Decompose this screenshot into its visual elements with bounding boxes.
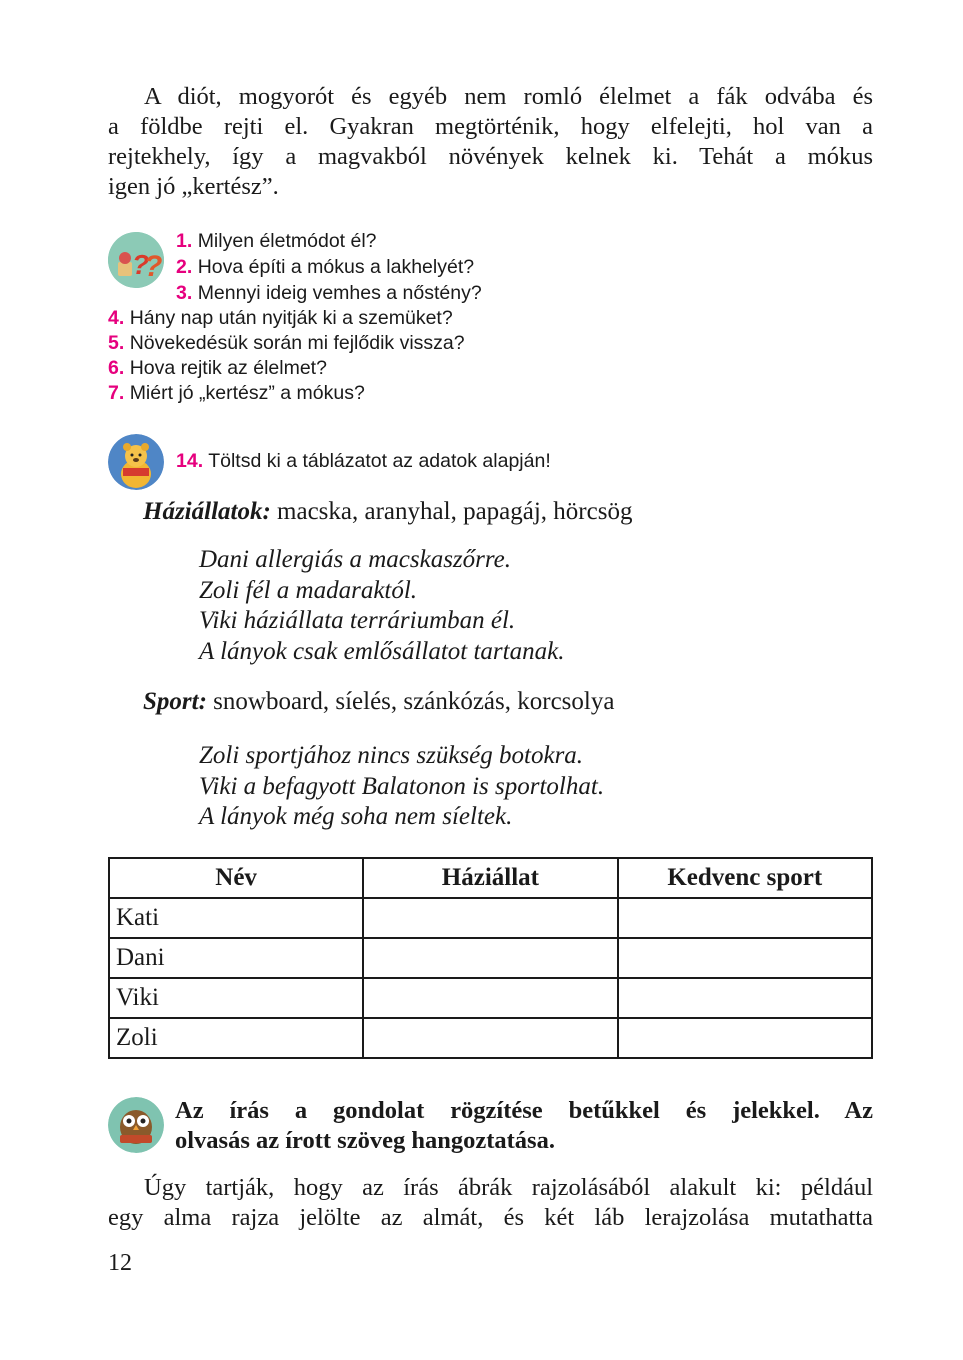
question-number: 7. — [108, 382, 125, 404]
question-item-2 — [176, 255, 474, 281]
sport-cell[interactable] — [618, 978, 872, 1018]
question-number: 1. — [176, 230, 193, 252]
page-number: 12 — [108, 1250, 132, 1276]
intro-line-4: igen jó „kertész”. — [108, 173, 279, 200]
closing-line-2: egy alma rajza jelölte az almát, és két láb lerajzolása mutathatta — [108, 1204, 873, 1231]
sport-line — [143, 688, 614, 716]
svg-text:?: ? — [132, 249, 150, 280]
pets-line — [143, 498, 632, 526]
intro-paragraph — [108, 82, 873, 202]
task-text: Töltsd ki a táblázatot az adatok alapján! — [208, 450, 551, 472]
sport-clue: A lányok még soha nem síeltek. — [199, 803, 513, 830]
question-item-5 — [108, 331, 465, 357]
intro-line-1: A diót, mogyorót és egyéb nem romló élelmet a fák odvába és — [144, 83, 873, 110]
question-text: Milyen életmódot él? — [197, 230, 377, 252]
intro-line-3: rejtekhely, így a magvakból növények kelnek ki. Tehát a mókus — [108, 143, 873, 170]
name-cell: Kati — [109, 898, 363, 938]
question-item-3 — [176, 281, 482, 307]
question-text: Mennyi ideig vemhes a nőstény? — [197, 282, 482, 304]
question-text: Hova építi a mókus a lakhelyét? — [197, 256, 475, 278]
sport-clue: Zoli sportjához nincs szükség botokra. — [199, 742, 584, 769]
pet-cell[interactable] — [363, 938, 617, 978]
intro-line-2: a földbe rejti el. Gyakran megtörténik, hogy elfelejti, hol van a — [108, 113, 873, 140]
task-instruction — [176, 450, 551, 473]
name-cell: Viki — [109, 978, 363, 1018]
column-header-pet: Háziállat — [363, 858, 617, 898]
closing-line-1: Úgy tartják, hogy az írás ábrák rajzolásából alakult ki: például — [144, 1174, 873, 1201]
name-cell: Dani — [109, 938, 363, 978]
pets-items: macska, aranyhal, papagáj, hörcsög — [277, 498, 633, 525]
question-item-1 — [176, 229, 377, 255]
table-row — [109, 1018, 872, 1058]
question-item-6 — [108, 356, 327, 382]
pets-clue: A lányok csak emlősállatot tartanak. — [199, 637, 565, 665]
sport-label: Sport: — [143, 688, 207, 715]
question-number: 3. — [176, 282, 193, 304]
question-number: 4. — [108, 307, 125, 329]
question-text: Miért jó „kertész” a mókus? — [129, 382, 365, 404]
name-cell: Zoli — [109, 1018, 363, 1058]
pets-clue: Viki háziállata terráriumban él. — [199, 607, 516, 634]
sport-cell[interactable] — [618, 1018, 872, 1058]
table-header-row — [109, 858, 872, 898]
question-text: Növekedésük során mi fejlődik vissza? — [129, 332, 465, 354]
pet-cell[interactable] — [363, 898, 617, 938]
sport-cell[interactable] — [618, 938, 872, 978]
question-text: Hova rejtik az élelmet? — [129, 357, 327, 379]
sport-clues — [199, 741, 604, 833]
definition-line-1: Az írás a gondolat rögzítése betűkkel és jelekkel. Az — [175, 1097, 873, 1124]
sport-cell[interactable] — [618, 898, 872, 938]
pets-clue: Dani allergiás a macskaszőrre. — [199, 546, 512, 573]
question-item-4 — [108, 306, 453, 332]
closing-paragraph — [108, 1173, 873, 1233]
svg-text:?: ? — [144, 250, 163, 283]
task-number: 14. — [176, 450, 204, 472]
question-marks-icon — [108, 232, 164, 288]
winnie-the-pooh-icon — [108, 434, 164, 490]
question-text: Hány nap után nyitják ki a szemüket? — [129, 307, 453, 329]
pet-cell[interactable] — [363, 1018, 617, 1058]
owl-reading-icon — [108, 1097, 164, 1153]
sport-items: snowboard, síelés, szánkózás, korcsolya — [213, 688, 615, 715]
table-row — [109, 898, 872, 938]
question-number: 2. — [176, 256, 193, 278]
question-item-7 — [108, 381, 365, 407]
table-row — [109, 978, 872, 1018]
pets-label: Háziállatok: — [143, 498, 271, 525]
pets-clue: Zoli fél a madaraktól. — [199, 576, 418, 604]
pet-cell[interactable] — [363, 978, 617, 1018]
column-header-name: Név — [109, 858, 363, 898]
column-header-sport: Kedvenc sport — [618, 858, 872, 898]
definition-text — [175, 1096, 873, 1156]
definition-line-2: olvasás az írott szöveg hangoztatása. — [175, 1127, 555, 1154]
question-number: 6. — [108, 357, 125, 379]
question-number: 5. — [108, 332, 125, 354]
answer-table — [108, 857, 873, 1059]
table-row — [109, 938, 872, 978]
sport-clue: Viki a befagyott Balatonon is sportolhat. — [199, 772, 605, 800]
pets-clues — [199, 545, 564, 667]
